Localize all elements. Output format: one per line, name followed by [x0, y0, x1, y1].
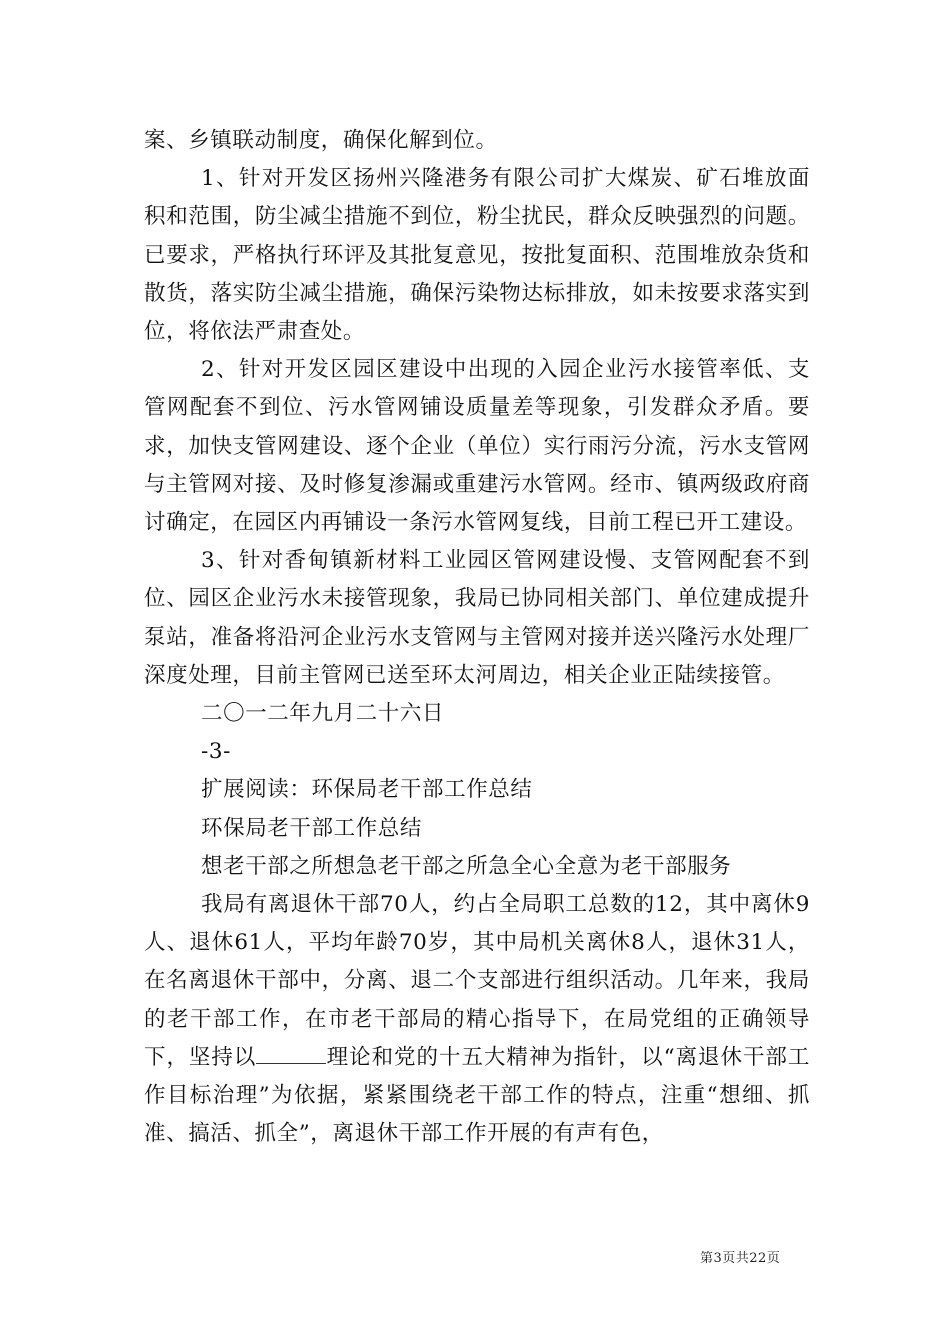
paragraph-summary-part-1: 我局有离退休干部70人，约占全局职工总数的12，其中离休9人、退休61人，平均年龄70岁，其中局机关离休8人，退休31人，在名离退休干部中，分离、退二个支部进行组织活动。几年来，我局的老干部工作，在市老干部局的精心指导下，在局党组的正确领导下，坚持以 [144, 892, 810, 1070]
document-body [144, 122, 810, 1153]
paragraph-continuation: 案、乡镇联动制度，确保化解到位。 [144, 128, 498, 153]
section-title: 环保局老干部工作总结 [201, 815, 423, 841]
section-subtitle: 想老干部之所想急老干部之所急全心全意为老干部服务 [201, 853, 732, 879]
paragraph-item-1: 1、针对开发区扬州兴隆港务有限公司扩大煤炭、矿石堆放面积和范围，防尘减尘措施不到位，粉尘扰民，群众反映强烈的问题。已要求，严格执行环评及其批复意见，按批复面积、范围堆放杂货和散货，落实防尘减尘措施，确保污染物达标排放，如未按要求落实到位，将依法严肃查处。 [144, 166, 810, 345]
extended-reading-label: 扩展阅读：环保局老干部工作总结 [201, 777, 533, 803]
page-marker: -3- [201, 739, 232, 765]
redacted-blank [256, 1045, 326, 1064]
page-footer: 第3页共22页 [700, 1251, 781, 1266]
document-date: 二〇一二年九月二十六日 [201, 701, 445, 727]
paragraph-summary-part-2: 理论和党的十五大精神为指针，以“离退休干部工作目标治理”为依据，紧紧围绕老干部工作的特点，注重“想细、抓准、搞活、抓全”，离退休干部工作开展的有声有色， [144, 1044, 810, 1147]
paragraph-item-2: 2、针对开发区园区建设中出现的入园企业污水接管率低、支管网配套不到位、污水管网铺设质量差等现象，引发群众矛盾。要求，加快支管网建设、逐个企业（单位）实行雨污分流，污水支管网与主管网对接、及时修复渗漏或重建污水管网。经市、镇两级政府商讨确定，在园区内再铺设一条污水管网复线，目前工程已开工建设。 [144, 357, 810, 536]
paragraph-summary [144, 886, 810, 1153]
paragraph-item-3: 3、针对香甸镇新材料工业园区管网建设慢、支管网配套不到位、园区企业污水未接管现象，我局已协同相关部门、单位建成提升泵站，准备将沿河企业污水支管网与主管网对接并送兴隆污水处理厂深度处理，目前主管网已送至环太河周边，相关企业正陆续接管。 [144, 548, 810, 688]
